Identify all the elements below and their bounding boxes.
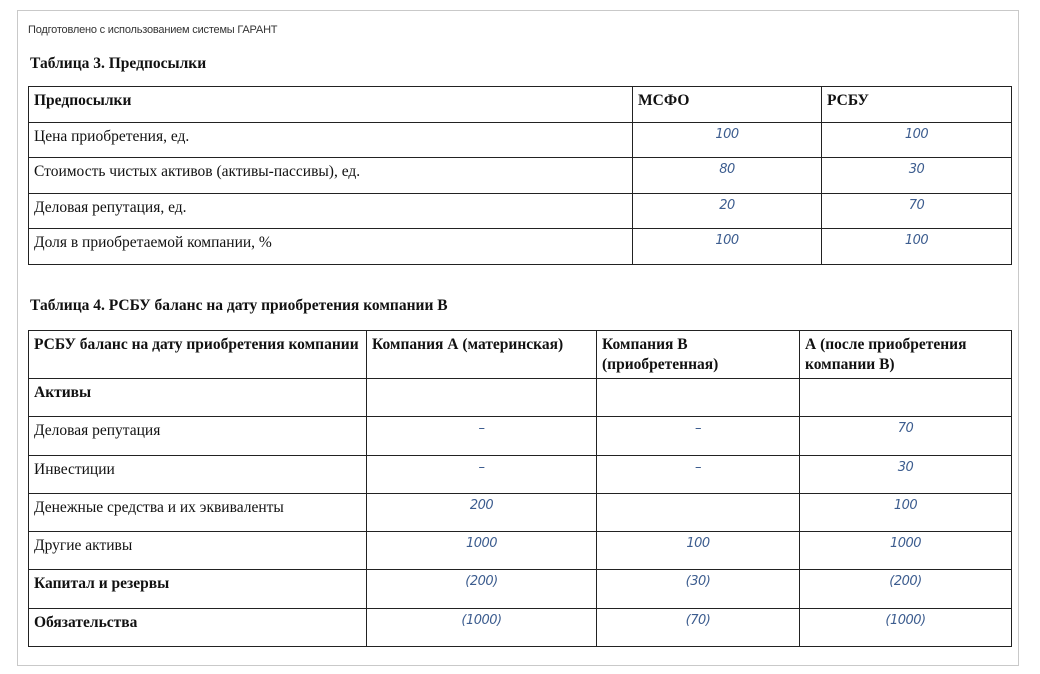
msfo-value: 20 [633, 193, 822, 229]
table3-caption: Таблица 3. Предпосылки [30, 55, 207, 72]
company-b-value [597, 493, 800, 531]
rsbu-value: 30 [822, 158, 1012, 194]
table4-caption: Таблица 4. РСБУ баланс на дату приобретения компании В [30, 297, 448, 314]
row-label: Деловая репутация, ед. [29, 193, 633, 229]
row-label: Стоимость чистых активов (активы-пассивы), ед. [29, 158, 633, 194]
table4-header-company-b: Компания В (приобретенная) [597, 331, 800, 379]
table4-header-company-a: Компания А (материнская) [367, 331, 597, 379]
company-b-value: 100 [597, 532, 800, 570]
table-row [29, 570, 1012, 608]
table3-premises [28, 86, 1012, 265]
rsbu-value: 70 [822, 193, 1012, 229]
company-a-value: – [367, 417, 597, 455]
company-b-value: (30) [597, 570, 800, 608]
table-row [29, 229, 1012, 265]
after-value [800, 379, 1012, 417]
table-row [29, 417, 1012, 455]
table-row [29, 158, 1012, 194]
company-a-value: (200) [367, 570, 597, 608]
company-b-value: – [597, 417, 800, 455]
table-row [29, 608, 1012, 646]
company-b-value: (70) [597, 608, 800, 646]
table3-header-premises: Предпосылки [29, 87, 633, 123]
msfo-value: 100 [633, 229, 822, 265]
after-value: (1000) [800, 608, 1012, 646]
after-value: 30 [800, 455, 1012, 493]
rsbu-value: 100 [822, 229, 1012, 265]
table4-balance [28, 330, 1012, 647]
company-b-value: – [597, 455, 800, 493]
company-a-value: 1000 [367, 532, 597, 570]
table3-header-msfo: МСФО [633, 87, 822, 123]
source-note: Подготовлено с использованием системы ГАРАНТ [28, 24, 278, 36]
after-value: 100 [800, 493, 1012, 531]
after-value: 70 [800, 417, 1012, 455]
table3-header-rsbu: РСБУ [822, 87, 1012, 123]
company-a-value: – [367, 455, 597, 493]
row-label: Капитал и резервы [29, 570, 367, 608]
row-label: Деловая репутация [29, 417, 367, 455]
rsbu-value: 100 [822, 122, 1012, 158]
row-label: Денежные средства и их эквиваленты [29, 493, 367, 531]
table-row [29, 532, 1012, 570]
row-label: Инвестиции [29, 455, 367, 493]
table4-header-after-acquisition: А (после приобретения компании В) [800, 331, 1012, 379]
table-row [29, 379, 1012, 417]
row-label: Цена приобретения, ед. [29, 122, 633, 158]
table-row [29, 455, 1012, 493]
company-a-value: (1000) [367, 608, 597, 646]
company-a-value [367, 379, 597, 417]
company-b-value [597, 379, 800, 417]
table-row [29, 193, 1012, 229]
table4-header-balance: РСБУ баланс на дату приобретения компании [29, 331, 367, 379]
after-value: (200) [800, 570, 1012, 608]
row-label: Доля в приобретаемой компании, % [29, 229, 633, 265]
after-value: 1000 [800, 532, 1012, 570]
msfo-value: 80 [633, 158, 822, 194]
row-label: Другие активы [29, 532, 367, 570]
company-a-value: 200 [367, 493, 597, 531]
msfo-value: 100 [633, 122, 822, 158]
row-label: Обязательства [29, 608, 367, 646]
row-label: Активы [29, 379, 367, 417]
table-row [29, 122, 1012, 158]
table-row [29, 493, 1012, 531]
